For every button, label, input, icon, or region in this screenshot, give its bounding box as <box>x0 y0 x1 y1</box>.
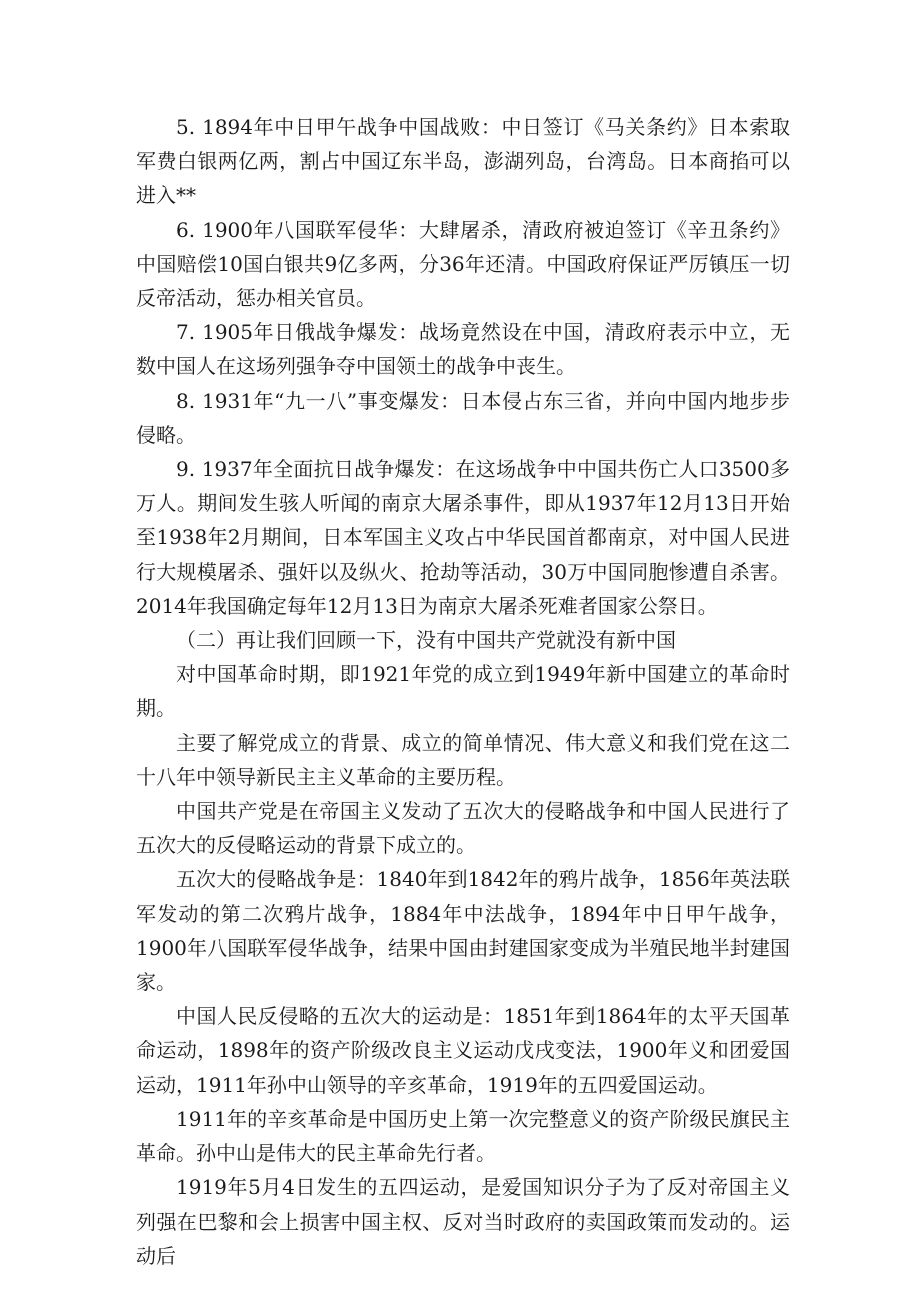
paragraph-main-content: 主要了解党成立的背景、成立的简单情况、伟大意义和我们党在这二十八年中领导新民主主义革命的主要历程。 <box>136 730 790 789</box>
paragraph-five-movements: 中国人民反侵略的五次大的运动是：1851年到1864年的太平天国革命运动，1898年的资产阶级改良主义运动戊戌变法，1900年义和团爱国运动，1911年孙中山领导的辛亥革命，1919年的五四爱国运动。 <box>136 1004 790 1097</box>
paragraph-item-8-mukden-incident: 8. 1931年“九一八”事变爆发：日本侵占东三省，并向中国内地步步侵略。 <box>136 388 790 447</box>
paragraph-revolution-period: 对中国革命时期，即1921年党的成立到1949年新中国建立的革命时期。 <box>136 662 790 721</box>
paragraph-party-founding-background: 中国共产党是在帝国主义发动了五次大的侵略战争和中国人民进行了五次大的反侵略运动的背景下成立的。 <box>136 799 790 858</box>
paragraph-item-9-war-of-resistance: 9. 1937年全面抗日战争爆发：在这场战争中中国共伤亡人口3500多万人。期间发生骇人听闻的南京大屠杀事件，即从1937年12月13日开始至1938年2月期间，日本军国主义攻占中华民国首都南京，对中国人民进行大规模屠杀、强奸以及纵火、抢劫等活动，30万中国同胞惨遭自杀害。2014年我国确定每年12月13日为南京大屠杀死难者国家公祭日。 <box>136 457 790 618</box>
paragraph-may-fourth-movement: 1919年5月4日发生的五四运动，是爱国知识分子为了反对帝国主义列强在巴黎和会上损害中国主权、反对当时政府的卖国政策而发动的。运动后 <box>136 1175 790 1268</box>
paragraph-item-6-boxer-protocol: 6. 1900年八国联军侵华：大肆屠杀，清政府被迫签订《辛丑条约》中国赔偿10国白银共9亿多两，分36年还清。中国政府保证严厉镇压一切反帝活动，惩办相关官员。 <box>136 217 790 311</box>
paragraph-five-wars: 五次大的侵略战争是：1840年到1842年的鸦片战争，1856年英法联军发动的第二次鸦片战争，1884年中法战争，1894年中日甲午战争，1900年八国联军侵华战争，结果中国由封建国家变成为半殖民地半封建国家。 <box>136 867 790 995</box>
paragraph-xinhai-revolution: 1911年的辛亥革命是中国历史上第一次完整意义的资产阶级民旗民主革命。孙中山是伟大的民主革命先行者。 <box>136 1106 790 1166</box>
paragraph-item-5-treaty-of-shimonoseki: 5. 1894年中日甲午战争中国战败：中日签订《马关条约》日本索取军费白银两亿两，割占中国辽东半岛，澎湖列岛，台湾岛。日本商掐可以进入** <box>136 115 790 208</box>
document-body <box>136 110 790 1273</box>
section-heading-part-two: （二）再让我们回顾一下，没有中国共产党就没有新中国 <box>176 628 676 653</box>
paragraph-item-7-russo-japanese-war: 7. 1905年日俄战争爆发：战场竟然设在中国，清政府表示中立，无数中国人在这场列强争夺中国领土的战争中丧生。 <box>136 320 790 379</box>
